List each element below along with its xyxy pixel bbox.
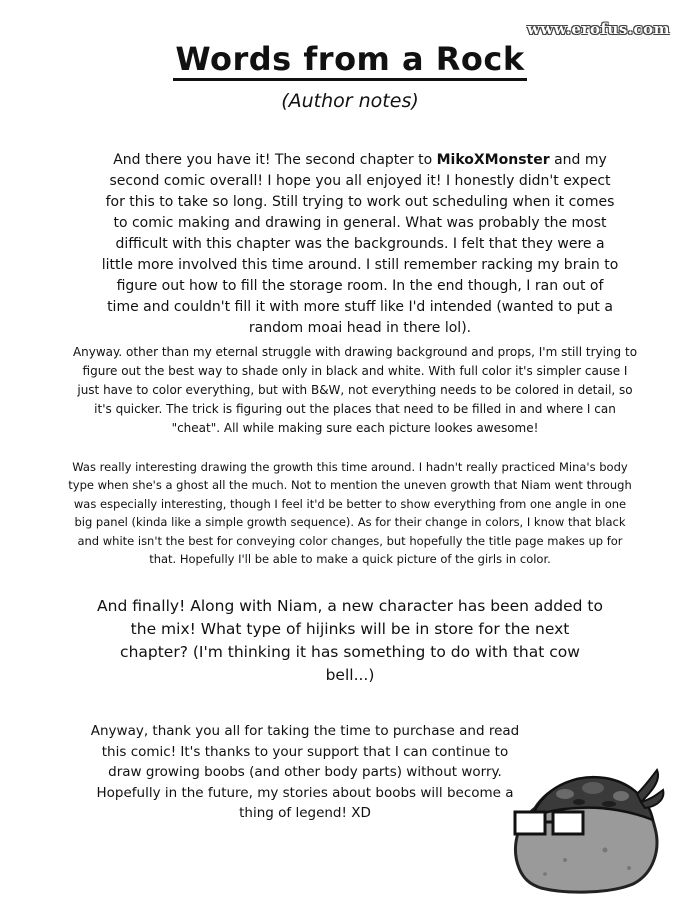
watermark-text: www.erofus.com	[527, 20, 670, 38]
page-subtitle: (Author notes)	[281, 90, 419, 112]
paragraph-growth: Was really interesting drawing the growth this time around. I hadn't really practiced Mina's body type when she's a ghost all the much. Not to mention the uneven growth that Niam went through was especially interesting, though I feel it'd be better to show everything from one angle in one big panel (kinda like a simple growth sequence). As for their change in colors, I know that black and white isn't the best for conveying color changes, but hopefully the title page makes up for that. Hopefully I'll be able to make a quick picture of the girls in color.	[68, 460, 632, 567]
paragraph-thanks: Anyway, thank you all for taking the time to purchase and read this comic! It's thanks to your support that I can continue to draw growing boobs (and other body parts) without worry. Hopefully in the future, my stories about boobs will become a thing of legend! XD	[90, 723, 520, 821]
comic-title-bold: MikoXMonster	[436, 152, 550, 168]
paragraph-intro-start: And there you have it! The second chapter to	[113, 152, 437, 168]
paragraph-shading: Anyway. other than my eternal struggle with drawing background and props, I'm still trying to figure out the best way to shade only in black and white. With full color it's simpler cause I just have to color everything, but with B&W, not everything needs to be colored in detail, so it's quicker. The trick is figuring out the places that need to be filled in and where I can "cheat". All while making sure each picture lookes awesome!	[72, 345, 638, 435]
paragraph-intro-rest: and my second comic overall! I hope you all enjoyed it! I honestly didn't expect for this to take so long. Still trying to work out scheduling when it comes to comic making and drawing in general. What was probably the most difficult with this chapter was the backgrounds. I felt that they were a little more involved this time around. I still remember racking my brain to figure out how to fill the storage room. In the end though, I ran out of time and couldn't fill it with more stuff like I'd intended (wanted to put a random moai head in there lol).	[101, 152, 619, 336]
page-title-text: Words from a Rock	[173, 40, 526, 81]
page-title	[0, 40, 700, 78]
paragraph-new-character: And finally! Along with Niam, a new character has been added to the mix! What type of hijinks will be in store for the next chapter? (I'm thinking it has something to do with that cow bell...)	[97, 597, 603, 684]
paragraph-intro	[100, 150, 620, 339]
rock-mascot-icon	[505, 750, 665, 895]
